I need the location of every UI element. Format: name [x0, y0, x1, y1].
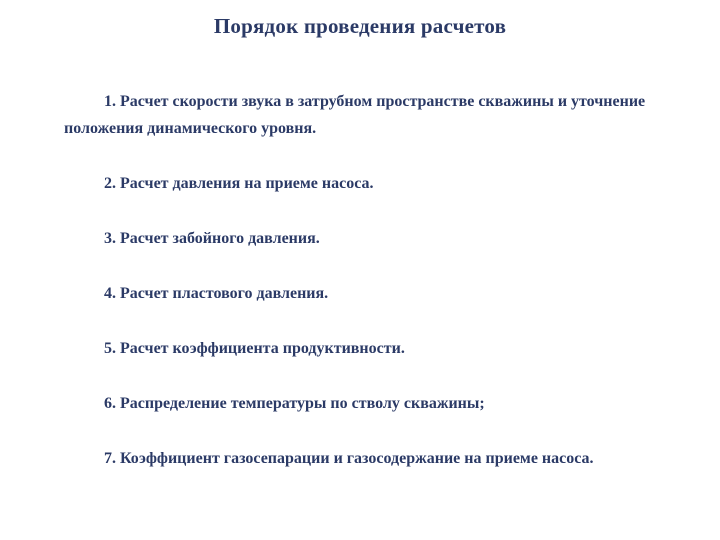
- step-item-1: 1. Расчет скорости звука в затрубном пространстве скважины и уточнение положения динамического уровня.: [64, 93, 646, 137]
- step-item-4: 4. Расчет пластового давления.: [104, 285, 329, 302]
- calculation-steps-list: [64, 88, 684, 472]
- step-item-6: 6. Распределение температуры по стволу скважины;: [104, 395, 485, 412]
- step-item-5: 5. Расчет коэффициента продуктивности.: [104, 340, 405, 357]
- slide-title: Порядок проведения расчетов: [213, 14, 507, 38]
- step-item-3: 3. Расчет забойного давления.: [104, 230, 320, 247]
- step-item-7: 7. Коэффициент газосепарации и газосодержание на приеме насоса.: [104, 450, 594, 467]
- step-item-2: 2. Расчет давления на приеме насоса.: [104, 175, 374, 192]
